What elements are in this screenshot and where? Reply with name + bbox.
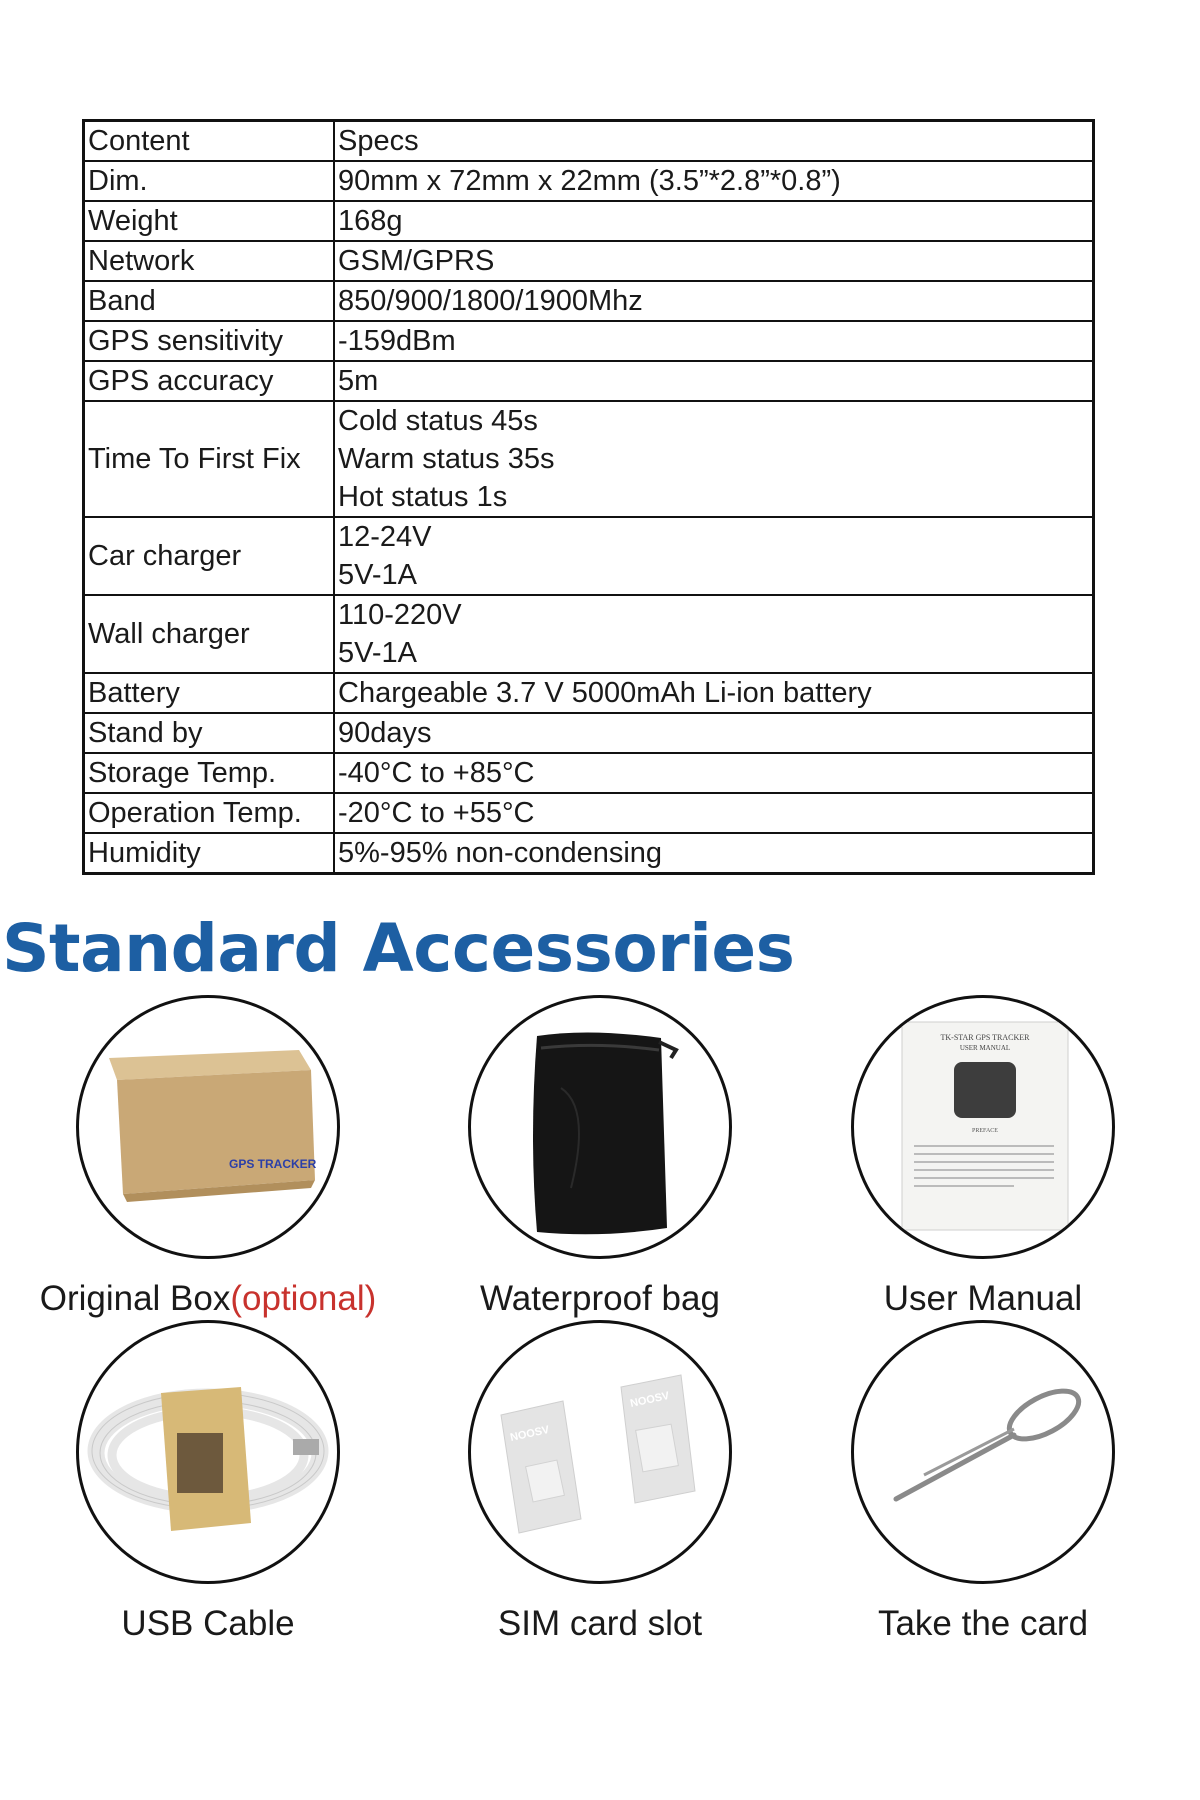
spec-label: Humidity — [84, 833, 335, 874]
spec-label: Band — [84, 281, 335, 321]
waterproof-bag-label: Waterproof bag — [480, 1279, 720, 1318]
spec-header-specs: Specs — [334, 121, 1094, 162]
spec-label: GPS accuracy — [84, 361, 335, 401]
spec-row — [84, 281, 1094, 321]
spec-value — [334, 241, 1094, 281]
spec-value — [334, 833, 1094, 874]
spec-row — [84, 401, 1094, 517]
spec-value-line: 12-24V — [338, 521, 432, 553]
accessory-waterproof-bag — [400, 995, 800, 1319]
spec-row — [84, 595, 1094, 673]
spec-value-line: 110-220V — [338, 599, 462, 631]
spec-value-line: -40°C to +85°C — [338, 757, 535, 789]
spec-value-line: 5V-1A — [338, 637, 417, 669]
original-box-text: Original Box — [39, 1279, 231, 1318]
spec-label: Car charger — [84, 517, 335, 595]
spec-label: GPS sensitivity — [84, 321, 335, 361]
spec-header-row — [84, 121, 1094, 162]
spec-value — [334, 401, 1094, 517]
spec-row — [84, 673, 1094, 713]
spec-value — [334, 713, 1094, 753]
spec-value-line: 90days — [338, 717, 432, 749]
spec-table — [82, 119, 1095, 875]
spec-value — [334, 793, 1094, 833]
take-the-card-label: Take the card — [877, 1604, 1089, 1643]
sim-brand-right: NOOSV — [629, 1389, 671, 1410]
accessory-eject-pin — [783, 1320, 1183, 1644]
spec-value-line: 168g — [338, 205, 403, 237]
spec-value-line: 90mm x 72mm x 22mm (3.5”*2.8”*0.8”) — [338, 165, 841, 197]
sim-card-slot-label: SIM card slot — [497, 1604, 703, 1643]
spec-value — [334, 281, 1094, 321]
manual-subtitle: USER MANUAL — [959, 1044, 1011, 1052]
spec-label: Wall charger — [84, 595, 335, 673]
box-label: GPS TRACKER — [229, 1157, 317, 1171]
spec-value-line: Warm status 35s — [338, 443, 555, 475]
manual-preface: PREFACE — [972, 1128, 998, 1134]
section-title: Standard Accessories — [2, 910, 795, 987]
spec-label: Stand by — [84, 713, 335, 753]
spec-value — [334, 595, 1094, 673]
spec-value-line: 850/900/1800/1900Mhz — [338, 285, 643, 317]
spec-value — [334, 361, 1094, 401]
spec-value-line: Cold status 45s — [338, 405, 538, 437]
spec-row — [84, 241, 1094, 281]
accessory-sim-card-slot — [400, 1320, 800, 1644]
spec-value-line: -20°C to +55°C — [338, 797, 535, 829]
spec-row — [84, 517, 1094, 595]
spec-value-line: GSM/GPRS — [338, 245, 495, 277]
spec-row — [84, 713, 1094, 753]
spec-value-line: 5%-95% non-condensing — [338, 837, 663, 869]
usb-cable-image — [76, 1320, 340, 1584]
spec-label: Operation Temp. — [84, 793, 335, 833]
spec-row — [84, 201, 1094, 241]
spec-label: Battery — [84, 673, 335, 713]
spec-label: Dim. — [84, 161, 335, 201]
manual-title: TK-STAR GPS TRACKER — [940, 1033, 1030, 1042]
spec-value — [334, 517, 1094, 595]
original-box-image — [76, 995, 340, 1259]
user-manual-image — [851, 995, 1115, 1259]
spec-value-line: Chargeable 3.7 V 5000mAh Li-ion battery — [338, 677, 872, 709]
accessory-original-box — [8, 995, 408, 1319]
spec-row — [84, 361, 1094, 401]
sim-brand-left: NOOSV — [509, 1423, 551, 1444]
accessory-user-manual — [783, 995, 1183, 1319]
accessory-usb-cable — [8, 1320, 408, 1644]
spec-row — [84, 753, 1094, 793]
waterproof-bag-image — [468, 995, 732, 1259]
spec-row — [84, 833, 1094, 874]
spec-header-content: Content — [84, 121, 335, 162]
spec-value-line: 5V-1A — [338, 559, 417, 591]
spec-value — [334, 201, 1094, 241]
spec-label: Network — [84, 241, 335, 281]
spec-row — [84, 161, 1094, 201]
spec-row — [84, 321, 1094, 361]
optional-note: (optional) — [230, 1279, 377, 1318]
spec-label: Storage Temp. — [84, 753, 335, 793]
spec-row — [84, 793, 1094, 833]
spec-value — [334, 753, 1094, 793]
usb-cable-label: USB Cable — [121, 1604, 295, 1643]
spec-value — [334, 673, 1094, 713]
user-manual-label: User Manual — [883, 1279, 1083, 1318]
eject-pin-image — [851, 1320, 1115, 1584]
spec-value — [334, 161, 1094, 201]
spec-value — [334, 321, 1094, 361]
spec-label: Weight — [84, 201, 335, 241]
original-box-label — [8, 1279, 408, 1319]
spec-value-line: Hot status 1s — [338, 481, 508, 513]
spec-value-line: -159dBm — [338, 325, 456, 357]
sim-card-image — [468, 1320, 732, 1584]
spec-label: Time To First Fix — [84, 401, 335, 517]
spec-value-line: 5m — [338, 365, 379, 397]
